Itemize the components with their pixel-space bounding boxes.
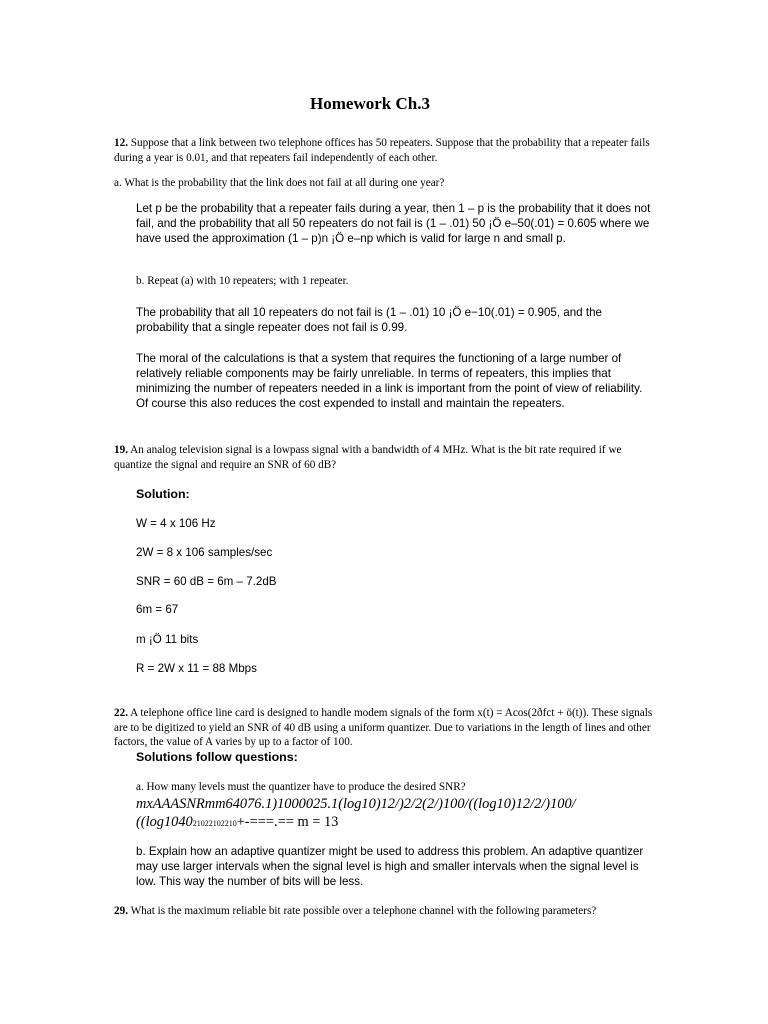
q19-solution-heading: Solution: <box>136 487 190 501</box>
question-text: What is the maximum reliable bit rate possible over a telephone channel with the following parameters? <box>130 905 597 917</box>
q19-solution-line: W = 4 x 106 Hz <box>136 517 216 530</box>
question-text: A telephone office line card is designed to handle modem signals of the form x(t) = Acos(2ðfct + ö(t)). These signals are to be digitized to yield an SNR of 40 dB using a uniform quantizer. Due to variations in the length of lines and other factors, the value of A varies by up to a factor of 100. <box>114 707 653 748</box>
question-text: Suppose that a link between two telephone offices has 50 repeaters. Suppose that the probability that a repeater fails during a year is 0.01, and that repeaters fail independently of each other. <box>114 137 650 164</box>
q19-solution-line: 2W = 8 x 106 samples/sec <box>136 546 273 559</box>
q12-part-b-question: b. Repeat (a) with 10 repeaters; with 1 repeater. <box>136 275 349 287</box>
question-number: 12. <box>114 137 128 149</box>
page-title: Homework Ch.3 <box>310 94 430 113</box>
q22-formula-line-2 <box>136 814 676 833</box>
question-12 <box>114 136 658 165</box>
q22-part-a-question: a. How many levels must the quantizer have to produce the desired SNR? <box>136 781 466 793</box>
q22-part-b-text: b. Explain how an adaptive quantizer might be used to address this problem. An adaptive quantizer may use larger intervals when the signal level is high and smaller intervals when the signal level is low. This way the number of bits will be less. <box>136 845 644 888</box>
q12-part-a-answer: Let p be the probability that a repeater fails during a year, then 1 – p is the probability that it does not fail, and the probability that all 50 repeaters do not fail is (1 – .01) 50 ¡Ö e–50(.01) = 0.605 where we have used the approximation (1 – p)n ¡Ö e–np which is valid for large n and small p. <box>136 202 651 245</box>
question-19 <box>114 443 658 472</box>
formula-part: +-===.== m = 13 <box>236 814 339 830</box>
question-22 <box>114 706 658 750</box>
q12-part-a-question: a. What is the probability that the link does not fail at all during one year? <box>114 177 445 189</box>
q22-formula-line-1: mxAAASNRmm64076.1)1000025.1(log10)12/)2/2(2/)100/((log10)12/2/)100/ <box>136 796 576 812</box>
question-text: An analog television signal is a lowpass signal with a bandwidth of 4 MHz. What is the bit rate required if we quantize the signal and require an SNR of 60 dB? <box>114 444 622 471</box>
q12-moral-paragraph: The moral of the calculations is that a system that requires the functioning of a large number of relatively reliable components may be fairly unreliable. In terms of repeaters, this implies that minimizing the number of repeaters needed in a link is important from the point of view of reliability. Of course this also reduces the cost expended to install and maintain the repeaters. <box>136 352 643 410</box>
q19-solution-line: SNR = 60 dB = 6m – 7.2dB <box>136 575 277 588</box>
formula-part: ((log1040 <box>136 814 193 830</box>
q12-part-b-answer: The probability that all 10 repeaters do not fail is (1 – .01) 10 ¡Ö e−10(.01) = 0.905, and the probability that a single repeater does not fail is 0.99. <box>136 306 602 334</box>
q19-solution-line: m ¡Ö 11 bits <box>136 633 199 646</box>
q19-solution-line: R = 2W x 11 = 88 Mbps <box>136 662 257 675</box>
q19-solution-line: 6m = 67 <box>136 603 179 616</box>
formula-subscript: 21022102210 <box>192 819 237 828</box>
q22-solutions-heading: Solutions follow questions: <box>136 750 298 764</box>
question-number: 19. <box>114 444 128 456</box>
question-number: 22. <box>114 707 128 719</box>
question-29 <box>114 904 674 919</box>
question-number: 29. <box>114 905 128 917</box>
